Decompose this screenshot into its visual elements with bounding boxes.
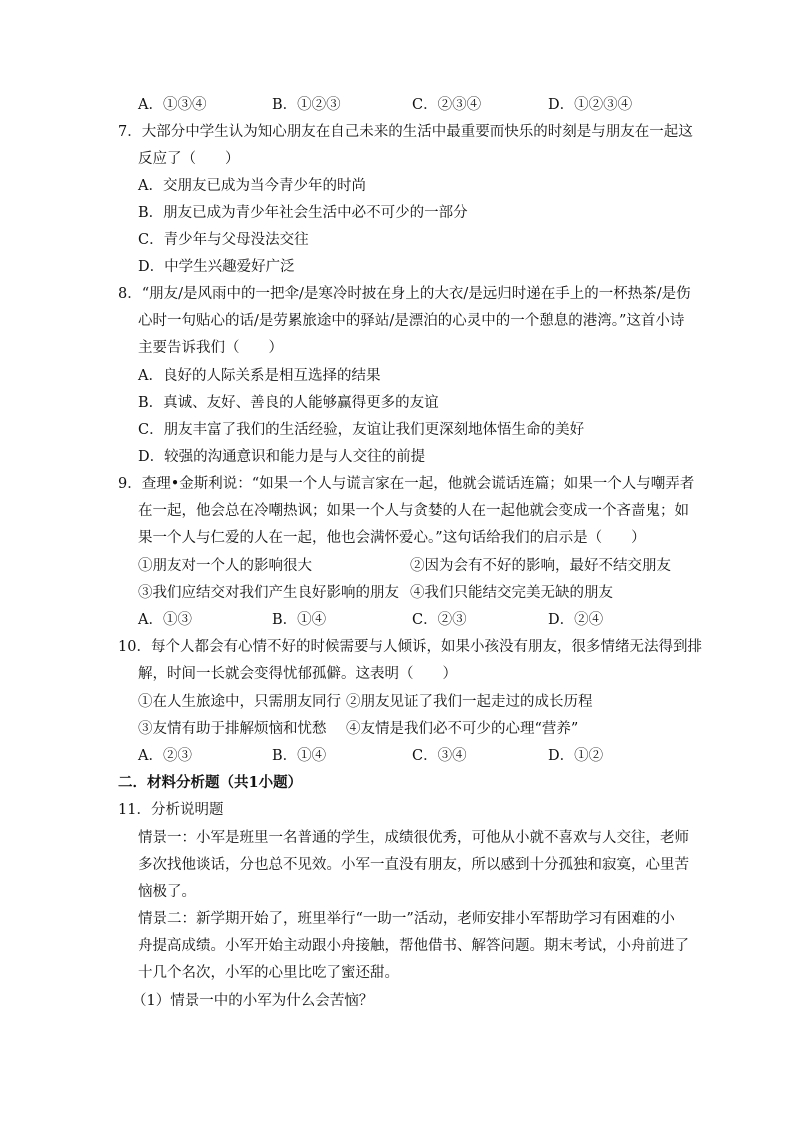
q9-item-4: ④我们只能结交完美无缺的朋友 [410, 585, 613, 601]
q10-option-b: B．①④ [272, 748, 327, 764]
q9-option-b: B．①④ [272, 612, 327, 628]
q6-option-c: C．②③④ [412, 97, 482, 113]
q11-stem: 11．分析说明题 [118, 802, 224, 818]
q11-scene1-line-2: 多次找他谈话，分也总不见效。小军一直没有朋友，所以感到十分孤独和寂寞，心里苦 [138, 857, 689, 873]
q11-scene1-line-1: 情景一：小军是班里一名普通的学生，成绩很优秀，可他从小就不喜欢与人交往，老师 [138, 830, 689, 846]
section-2-title: 二．材料分析题（共1小题） [118, 774, 303, 791]
q10-option-c: C．③④ [412, 748, 467, 764]
q11-scene1-line-3: 恼极了。 [138, 884, 196, 900]
q7-choice-a: A．交朋友已成为当今青少年的时尚 [138, 178, 366, 194]
q11-scene2-line-2: 舟提高成绩。小军开始主动跟小舟接触，帮他借书、解答问题。期末考试，小舟前进了 [138, 938, 689, 954]
q7-choice-d: D．中学生兴趣爱好广泛 [138, 259, 295, 275]
q9-stem-line-1: 9．查理•金斯利说：“如果一个人与谎言家在一起，他就会谎话连篇；如果一个人与嘲弄者 [118, 476, 695, 492]
q9-option-c: C．②③ [412, 612, 467, 628]
q8-choice-c: C．朋友丰富了我们的生活经验，友谊让我们更深刻地体悟生命的美好 [138, 422, 585, 438]
q10-item-4: ④友情是我们必不可少的心理“营养” [346, 721, 579, 737]
q9-item-3: ③我们应结交对我们产生良好影响的朋友 [138, 585, 399, 601]
q9-stem-line-2: 在一起，他会总在冷嘲热讽；如果一个人与贪婪的人在一起他就会变成一个吝啬鬼；如 [138, 503, 689, 519]
q8-choice-d: D．较强的沟通意识和能力是与人交往的前提 [138, 449, 426, 465]
q9-item-1: ①朋友对一个人的影响很大 [138, 558, 312, 574]
q7-stem-line-1: 7．大部分中学生认为知心朋友在自己未来的生活中最重要而快乐的时刻是与朋友在一起这 [118, 124, 693, 140]
q10-option-d: D．①② [548, 748, 604, 764]
q6-option-b: B．①②③ [272, 97, 341, 113]
q9-options [138, 610, 678, 630]
q8-choice-a: A．良好的人际关系是相互选择的结果 [138, 368, 381, 384]
q10-stem-line-1: 10．每个人都会有心情不好的时候需要与人倾诉，如果小孩没有朋友，很多情绪无法得到排 [118, 639, 702, 655]
q7-choice-c: C．青少年与父母没法交往 [138, 232, 309, 248]
q11-subquestion-1: （1）情景一中的小军为什么会苦恼？ [132, 993, 374, 1009]
q6-options [138, 95, 678, 115]
q10-options [138, 746, 678, 766]
q8-stem-line-3: 主要告诉我们（ ） [138, 340, 283, 356]
q7-stem-line-2: 反应了（ ） [138, 151, 240, 167]
q8-stem-line-1: 8．“朋友/是风雨中的一把伞/是寒冷时披在身上的大衣/是远归时递在手上的一杯热茶/是伤 [118, 286, 691, 302]
q8-stem-line-2: 心时一句贴心的话/是劳累旅途中的驿站/是漂泊的心灵中的一个憩息的港湾。”这首小诗 [138, 313, 685, 329]
q10-item-2: ②朋友见证了我们一起走过的成长历程 [346, 694, 593, 710]
q9-item-2: ②因为会有不好的影响，最好不结交朋友 [410, 558, 671, 574]
q7-choice-b: B．朋友已成为青少年社会生活中必不可少的一部分 [138, 205, 468, 221]
q9-option-d: D．②④ [548, 612, 604, 628]
q11-scene2-line-1: 情景二：新学期开始了，班里举行“一助一”活动，老师安排小军帮助学习有困难的小 [138, 911, 675, 927]
q9-stem-line-3: 果一个人与仁爱的人在一起，他也会满怀爱心。”这句话给我们的启示是（ ） [138, 530, 646, 546]
q6-option-a: A．①③④ [138, 97, 207, 113]
q11-scene2-line-3: 十几个名次，小军的心里比吃了蜜还甜。 [138, 965, 399, 981]
q8-choice-b: B．真诚、友好、善良的人能够赢得更多的友谊 [138, 395, 439, 411]
q10-item-1: ①在人生旅途中，只需朋友同行 [138, 694, 341, 710]
q10-item-3: ③友情有助于排解烦恼和忧愁 [138, 721, 327, 737]
q6-option-d: D．①②③④ [548, 97, 633, 113]
q10-option-a: A．②③ [138, 748, 192, 764]
q10-stem-line-2: 解，时间一长就会变得忧郁孤僻。这表明（ ） [138, 666, 457, 682]
q9-option-a: A．①③ [138, 612, 192, 628]
